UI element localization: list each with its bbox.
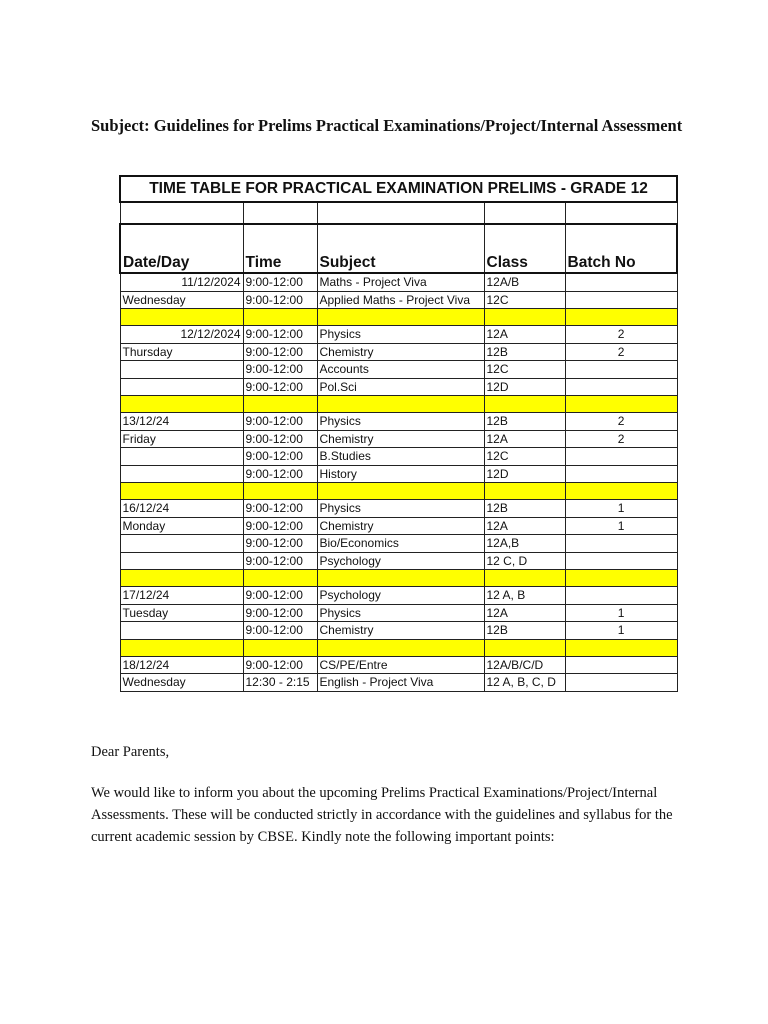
cell-class: 12B <box>484 622 565 640</box>
cell-time: 12:30 - 2:15 <box>243 674 317 692</box>
header-row <box>120 224 677 273</box>
cell-batch: 1 <box>565 622 677 640</box>
cell-subject: Bio/Economics <box>317 535 484 553</box>
blank-row <box>120 202 677 224</box>
cell-batch <box>565 674 677 692</box>
cell-class: 12 C, D <box>484 552 565 570</box>
table-row <box>120 587 677 605</box>
cell-time: 9:00-12:00 <box>243 656 317 674</box>
separator-row <box>120 483 677 500</box>
cell-date: 12/12/2024 <box>120 326 243 344</box>
table-row <box>120 448 677 466</box>
cell-batch: 1 <box>565 517 677 535</box>
cell-date <box>120 622 243 640</box>
table-row <box>120 517 677 535</box>
table-row <box>120 535 677 553</box>
cell-date: Wednesday <box>120 291 243 309</box>
cell-class: 12C <box>484 291 565 309</box>
cell-time: 9:00-12:00 <box>243 517 317 535</box>
cell-subject: Psychology <box>317 552 484 570</box>
cell-subject: Chemistry <box>317 517 484 535</box>
cell-time: 9:00-12:00 <box>243 552 317 570</box>
cell-date: Wednesday <box>120 674 243 692</box>
cell-subject: Chemistry <box>317 622 484 640</box>
cell-time: 9:00-12:00 <box>243 465 317 483</box>
table-row <box>120 604 677 622</box>
cell-batch: 2 <box>565 413 677 431</box>
cell-subject: History <box>317 465 484 483</box>
table-row <box>120 552 677 570</box>
cell-date <box>120 378 243 396</box>
table-row <box>120 413 677 431</box>
table-row <box>120 378 677 396</box>
header-subject: Subject <box>317 224 484 273</box>
cell-class: 12A <box>484 604 565 622</box>
cell-class: 12D <box>484 465 565 483</box>
cell-date: Monday <box>120 517 243 535</box>
cell-batch <box>565 587 677 605</box>
cell-batch <box>565 465 677 483</box>
cell-batch <box>565 552 677 570</box>
table-row <box>120 273 677 291</box>
cell-batch <box>565 656 677 674</box>
cell-date <box>120 448 243 466</box>
cell-subject: Accounts <box>317 361 484 379</box>
cell-subject: Chemistry <box>317 430 484 448</box>
header-class: Class <box>484 224 565 273</box>
cell-time: 9:00-12:00 <box>243 430 317 448</box>
cell-class: 12A/B <box>484 273 565 291</box>
table-row <box>120 674 677 692</box>
table-row <box>120 656 677 674</box>
cell-batch <box>565 378 677 396</box>
header-time: Time <box>243 224 317 273</box>
cell-date: 13/12/24 <box>120 413 243 431</box>
cell-class: 12 A, B, C, D <box>484 674 565 692</box>
cell-batch: 2 <box>565 430 677 448</box>
cell-batch <box>565 535 677 553</box>
cell-date: 11/12/2024 <box>120 273 243 291</box>
cell-batch: 1 <box>565 604 677 622</box>
cell-time: 9:00-12:00 <box>243 326 317 344</box>
cell-date <box>120 535 243 553</box>
cell-subject: Chemistry <box>317 343 484 361</box>
cell-time: 9:00-12:00 <box>243 413 317 431</box>
cell-date: 16/12/24 <box>120 500 243 518</box>
cell-batch <box>565 291 677 309</box>
timetable <box>119 175 678 692</box>
cell-class: 12A <box>484 430 565 448</box>
separator-row <box>120 639 677 656</box>
cell-subject: B.Studies <box>317 448 484 466</box>
cell-date: Thursday <box>120 343 243 361</box>
table-row <box>120 361 677 379</box>
cell-batch: 1 <box>565 500 677 518</box>
cell-batch <box>565 273 677 291</box>
cell-class: 12A <box>484 326 565 344</box>
header-batch: Batch No <box>565 224 677 273</box>
cell-class: 12C <box>484 448 565 466</box>
cell-subject: Maths - Project Viva <box>317 273 484 291</box>
cell-time: 9:00-12:00 <box>243 622 317 640</box>
cell-class: 12B <box>484 413 565 431</box>
separator-row <box>120 309 677 326</box>
header-date: Date/Day <box>120 224 243 273</box>
table-row <box>120 326 677 344</box>
letter-paragraph: We would like to inform you about the upcoming Prelims Practical Examinations/Project/Internal Assessments. These will be conducted strictly in accordance with the guidelines and syllabus for the current academic session by CBSE. Kindly note the following important points: <box>91 785 673 845</box>
table-row <box>120 343 677 361</box>
cell-class: 12A/B/C/D <box>484 656 565 674</box>
cell-subject: Psychology <box>317 587 484 605</box>
cell-subject: Pol.Sci <box>317 378 484 396</box>
table-row <box>120 291 677 309</box>
cell-time: 9:00-12:00 <box>243 500 317 518</box>
cell-class: 12B <box>484 500 565 518</box>
cell-class: 12B <box>484 343 565 361</box>
greeting: Dear Parents, <box>91 744 170 760</box>
timetable-title: TIME TABLE FOR PRACTICAL EXAMINATION PRELIMS - GRADE 12 <box>120 176 677 202</box>
cell-subject: Physics <box>317 413 484 431</box>
cell-time: 9:00-12:00 <box>243 343 317 361</box>
separator-row <box>120 396 677 413</box>
cell-time: 9:00-12:00 <box>243 273 317 291</box>
cell-batch <box>565 448 677 466</box>
cell-date <box>120 465 243 483</box>
cell-time: 9:00-12:00 <box>243 535 317 553</box>
cell-subject: Physics <box>317 604 484 622</box>
cell-date: Tuesday <box>120 604 243 622</box>
cell-batch: 2 <box>565 326 677 344</box>
cell-date: Friday <box>120 430 243 448</box>
cell-batch <box>565 361 677 379</box>
cell-time: 9:00-12:00 <box>243 378 317 396</box>
cell-date <box>120 361 243 379</box>
cell-subject: Applied Maths - Project Viva <box>317 291 484 309</box>
letter-subject: Subject: Guidelines for Prelims Practical Examinations/Project/Internal Assessment <box>91 116 683 135</box>
cell-class: 12D <box>484 378 565 396</box>
cell-batch: 2 <box>565 343 677 361</box>
cell-subject: CS/PE/Entre <box>317 656 484 674</box>
cell-class: 12C <box>484 361 565 379</box>
cell-subject: Physics <box>317 500 484 518</box>
separator-row <box>120 570 677 587</box>
table-row <box>120 430 677 448</box>
cell-class: 12A,B <box>484 535 565 553</box>
cell-time: 9:00-12:00 <box>243 587 317 605</box>
cell-date: 17/12/24 <box>120 587 243 605</box>
cell-class: 12 A, B <box>484 587 565 605</box>
table-row <box>120 622 677 640</box>
cell-subject: English - Project Viva <box>317 674 484 692</box>
cell-date: 18/12/24 <box>120 656 243 674</box>
cell-date <box>120 552 243 570</box>
cell-subject: Physics <box>317 326 484 344</box>
table-row <box>120 465 677 483</box>
cell-time: 9:00-12:00 <box>243 604 317 622</box>
table-row <box>120 500 677 518</box>
cell-time: 9:00-12:00 <box>243 448 317 466</box>
cell-class: 12A <box>484 517 565 535</box>
cell-time: 9:00-12:00 <box>243 361 317 379</box>
cell-time: 9:00-12:00 <box>243 291 317 309</box>
